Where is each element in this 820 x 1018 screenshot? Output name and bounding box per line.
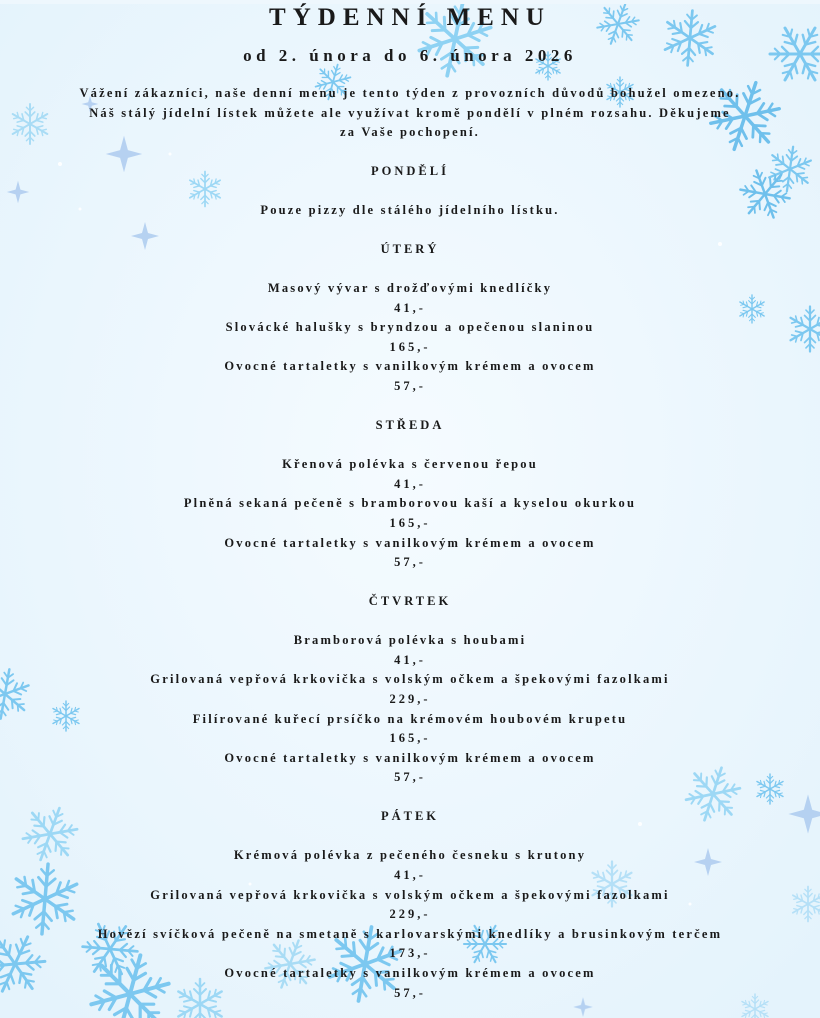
dish-price: 41,- [394, 300, 426, 315]
dish-name: Masový vývar s drožďovými knedlíčky [267, 281, 553, 296]
menu-document [0, 4, 820, 1003]
day-monday [0, 162, 820, 221]
page-title: TÝDENNÍ MENU [269, 4, 551, 31]
intro-text [0, 84, 820, 143]
dish-name: Filírované kuřecí prsíčko na krémovém houbovém krupetu [192, 711, 628, 726]
dish-price: 173,- [389, 946, 431, 961]
dish-price: 229,- [389, 907, 431, 922]
dish-price: 165,- [389, 515, 431, 530]
dish-price: 41,- [394, 476, 426, 491]
day-friday [0, 807, 820, 1003]
intro-line: Náš stálý jídelní lístek můžete ale využívat kromě pondělí v plném rozsahu. Děkujeme [89, 105, 731, 120]
dish-price: 165,- [389, 731, 431, 746]
intro-line: Vážení zákazníci, naše denní menu je tento týden z provozních důvodů bohužel omezeno. [79, 86, 741, 100]
dish-name: Slovácké halušky s bryndzou a opečenou slaninou [225, 320, 595, 335]
dish-name: Krémová polévka z pečeného česneku s krutony [233, 848, 587, 863]
day-wednesday [0, 416, 820, 573]
day-thursday [0, 592, 820, 788]
dish-price: 165,- [389, 339, 431, 354]
dish-price: 57,- [394, 770, 426, 785]
day-heading: STŘEDA [375, 418, 445, 433]
dish-price: 57,- [394, 555, 426, 570]
dish-name: Pouze pizzy dle stálého jídelního lístku. [260, 203, 560, 217]
dish-name: Grilovaná vepřová krkovička s volským očkem a špekovými fazolkami [150, 672, 670, 687]
dish-name: Ovocné tartaletky s vanilkovým krémem a ovocem [224, 359, 596, 374]
dish-name: Grilovaná vepřová krkovička s volským očkem a špekovými fazolkami [150, 887, 670, 902]
dish-price: 229,- [389, 692, 431, 706]
dish-name: Ovocné tartaletky s vanilkovým krémem a ovocem [224, 966, 596, 981]
day-heading: PONDĚLÍ [371, 164, 449, 178]
day-heading: ČTVRTEK [368, 594, 452, 609]
date-range: od 2. února do 6. února 2026 [243, 46, 577, 65]
dish-price: 41,- [394, 868, 426, 883]
intro-line: za Vaše pochopení. [340, 125, 480, 139]
dish-price: 57,- [394, 985, 426, 1000]
dish-price: 57,- [394, 379, 426, 394]
day-heading: ÚTERÝ [380, 242, 440, 257]
dish-name: Ovocné tartaletky s vanilkovým krémem a ovocem [224, 750, 596, 765]
dish-name: Hovězí svíčková pečeně na smetaně s karlovarskými knedlíky a brusinkovým terčem [97, 926, 723, 941]
dish-name: Křenová polévka s červenou řepou [282, 457, 538, 472]
day-tuesday [0, 240, 820, 397]
dish-name: Plněná sekaná pečeně s bramborovou kaší a kyselou okurkou [183, 496, 637, 511]
dish-price: 41,- [394, 652, 426, 667]
day-heading: PÁTEK [380, 809, 440, 824]
dish-name: Ovocné tartaletky s vanilkovým krémem a ovocem [224, 535, 596, 550]
dish-name: Bramborová polévka s houbami [293, 633, 527, 648]
